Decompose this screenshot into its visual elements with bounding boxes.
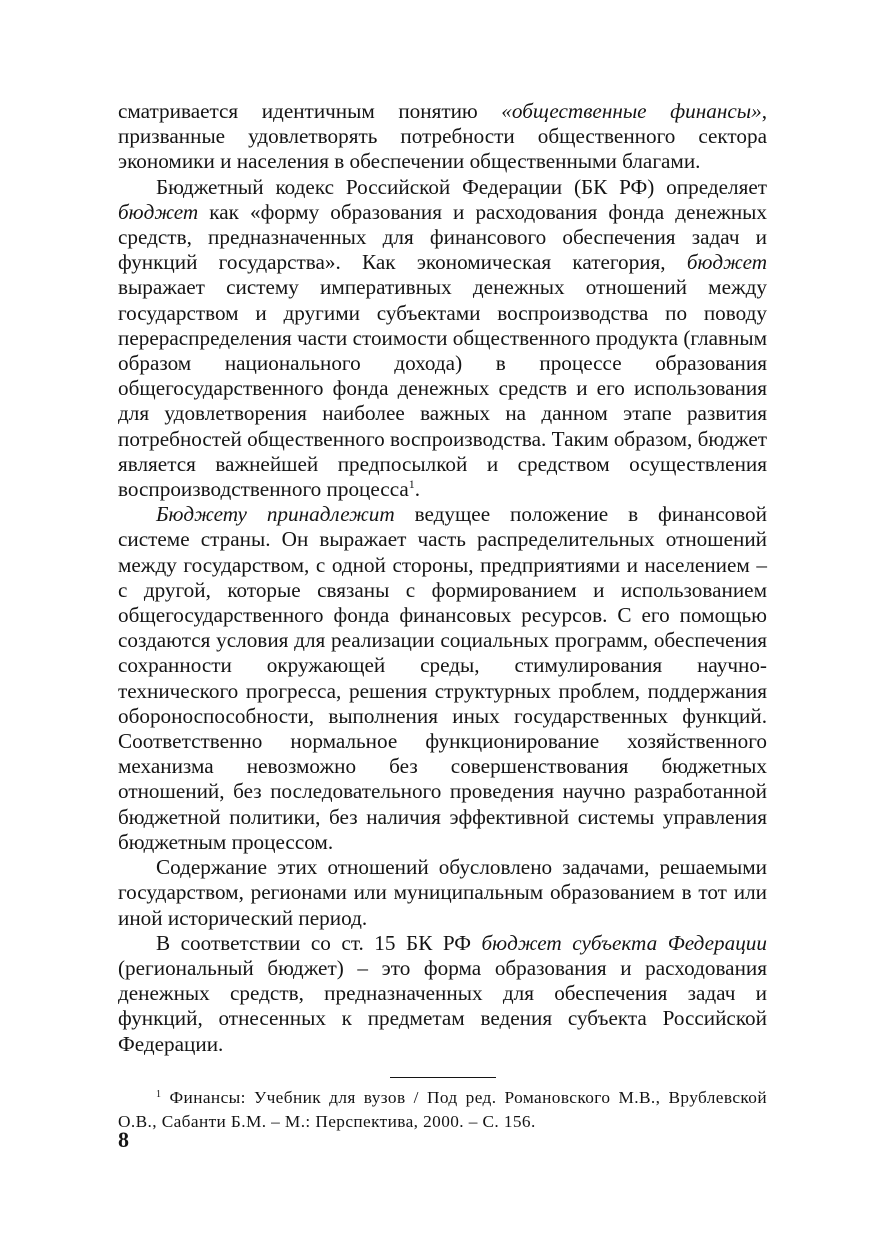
paragraph-text: ведущее положение в финансовой системе страны. Он выражает часть распределительных отношений между государством, с одной стороны, предприятиями и населением – с другой, которые связаны с формированием и использованием общегосударственного фонда финансовых ресурсов. С его помощью создаются условия для реализации социальных программ, обеспечения сохранности окружающей среды, стимулирования научно-технического прогресса, решения структурных проблем, поддержания обороноспособности, выполнения иных государственных функций. Соответственно нормальное функционирование хозяйственного механизма невозможно без совершенствования бюджетных отношений, без последовательного проведения научно разработанной бюджетной политики, без наличия эффективной системы управления бюджетным процессом.: [118, 502, 767, 854]
paragraph-2: [118, 175, 767, 503]
paragraph-text: Бюджетный кодекс Российской Федерации (БК РФ) определяет: [156, 174, 767, 199]
paragraph-3: [118, 502, 767, 855]
italic-term: бюджет: [686, 250, 767, 275]
paragraph-text: сматривается идентичным понятию: [118, 99, 502, 123]
footnote: [118, 1086, 767, 1134]
paragraph-5: [118, 931, 767, 1057]
italic-term: бюджет субъекта Федерации: [481, 930, 767, 955]
footnote-text: Финансы: Учебник для вузов / Под ред. Романовского М.В., Врублевской О.В., Сабанти Б.М. – М.: Перспектива, 2000. – С. 156.: [118, 1087, 767, 1131]
page-number: 8: [118, 1127, 129, 1152]
paragraph-text: (региональный бюджет) – это форма образования и расходования денежных средств, предназначенных для обеспечения задач и функций, отнесенных к предметам ведения субъекта Российской Федерации.: [118, 955, 767, 1056]
page-body: [118, 99, 767, 1134]
paragraph-text: Содержание этих отношений обусловлено задачами, решаемыми государством, регионами или муниципальным образованием в тот или иной исторический период.: [118, 855, 767, 930]
paragraph-4: [118, 855, 767, 931]
paragraph-text: как «форму образования и расходования фонда денежных средств, предназначенных для финансового обеспечения задач и функций государства». Как экономическая категория,: [118, 199, 767, 275]
paragraph-text: .: [414, 477, 421, 502]
italic-term: «общественные финансы»: [501, 99, 762, 123]
paragraph-1: [118, 99, 767, 175]
footnote-marker: 1: [156, 1088, 162, 1100]
paragraph-text: , призванные удовлетворять потребности общественного сектора экономики и населения в обеспечении общественными благами.: [118, 99, 768, 174]
footnote-reference[interactable]: 1: [408, 477, 415, 492]
footnote-divider: [390, 1077, 496, 1078]
italic-term: Бюджету принадлежит: [156, 502, 395, 527]
paragraph-text: выражает систему императивных денежных отношений между государством и другими субъектами воспроизводства по поводу перераспределения части стоимости общественного продукта (главным образом национального дохода) в процессе образования общегосударственного фонда денежных средств и его использования для удовлетворения наиболее важных на данном этапе развития потребностей общественного воспроизводства. Таким образом, бюджет является важнейшей предпосылкой и средством осуществления воспроизводственного процесса: [118, 275, 767, 502]
italic-term: бюджет: [118, 199, 199, 224]
paragraph-text: В соответствии со ст. 15 БК РФ: [156, 930, 482, 955]
